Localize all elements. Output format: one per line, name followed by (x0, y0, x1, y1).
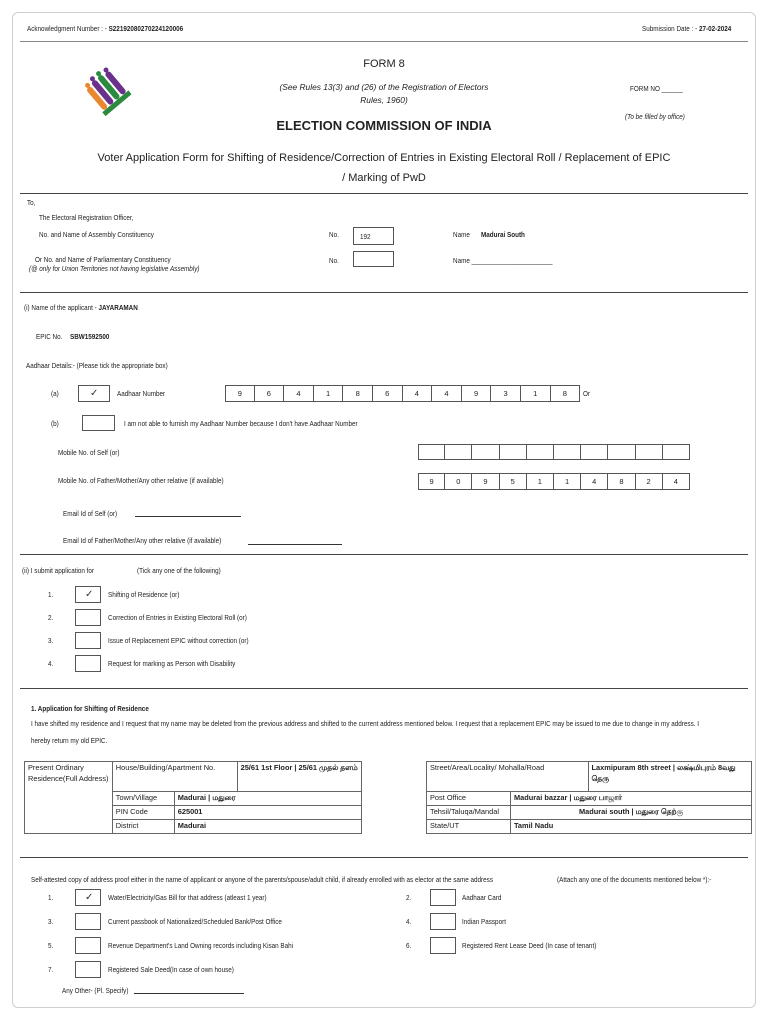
aadhaar-digit-box[interactable]: 9 (225, 385, 255, 402)
to-label: To, (27, 198, 36, 207)
mobile-self-digit-box[interactable] (527, 444, 554, 460)
house-label: House/Building/Apartment No. (112, 762, 237, 792)
tick-mark: ✓ (85, 892, 94, 903)
tehsil-value: Madurai south | மதுரை தெற்கு (510, 806, 751, 820)
mobile-self-digit-box[interactable] (636, 444, 663, 460)
option-number: 3. (48, 636, 54, 645)
option-text: Current passbook of Nationalized/Scheduled Bank/Post Office (108, 917, 282, 926)
aadhaar-digit-box[interactable]: 4 (432, 385, 462, 402)
no-aadhaar-checkbox[interactable] (82, 415, 115, 431)
street-label: Street/Area/Locality/ Mohalla/Road (427, 762, 589, 792)
town-value: Madurai | மதுரை (174, 792, 361, 806)
form-heading-1: Voter Application Form for Shifting of Residence/Correction of Entries in Existing Electoral Roll / Replacement of EPIC (97, 152, 671, 164)
option-number: 2. (48, 613, 54, 622)
shifting-heading: 1. Application for Shifting of Residence (31, 704, 149, 713)
state-label: State/UT (427, 820, 511, 834)
town-label: Town/Village (112, 792, 174, 806)
email-self-field[interactable] (135, 516, 241, 517)
option-text: Correction of Entries in Existing Electoral Roll (or) (108, 613, 247, 622)
address-table-right (426, 761, 752, 834)
submission-date: Submission Date : - 27-02-2024 (642, 24, 732, 33)
submit-label: (ii) I submit application for (22, 566, 95, 575)
option-text: Shifting of Residence (or) (108, 590, 180, 599)
ero-label: The Electoral Registration Officer, (39, 213, 134, 222)
submit-hint: (Tick any one of the following) (137, 566, 221, 575)
aadhaar-digit-box[interactable]: 4 (284, 385, 314, 402)
mobile-self-digit-box[interactable] (445, 444, 472, 460)
option-checkbox[interactable] (430, 913, 456, 930)
form-no-field: FORM NO ______ (630, 84, 683, 93)
mobile-relative-boxes[interactable] (418, 473, 690, 490)
option-checkbox[interactable] (75, 609, 101, 626)
aadhaar-digit-box[interactable]: 1 (314, 385, 344, 402)
option-checkbox[interactable] (75, 632, 101, 649)
pc-label: Or No. and Name of Parliamentary Constituency (35, 255, 171, 264)
option-number: 6. (406, 941, 412, 950)
mobile-self-digit-box[interactable] (663, 444, 690, 460)
option-checkbox[interactable] (75, 586, 101, 603)
mobile-relative-digit-box[interactable]: 4 (663, 473, 690, 490)
form-heading-2: / Marking of PwD (342, 172, 426, 184)
aadhaar-digit-box[interactable]: 3 (491, 385, 521, 402)
option-text: Water/Electricity/Gas Bill for that address (atleast 1 year) (108, 893, 267, 902)
option-text: Registered Sale Deed(In case of own house) (108, 965, 234, 974)
mobile-relative-digit-box[interactable]: 8 (608, 473, 635, 490)
ac-no-field[interactable]: 192 (353, 227, 394, 245)
shifting-para-2: hereby return my old EPIC. (31, 736, 108, 745)
mobile-relative-digit-box[interactable]: 9 (472, 473, 499, 490)
post-office-value: Madurai bazzar | மதுரை பாஜார் (510, 792, 751, 806)
mobile-relative-label: Mobile No. of Father/Mother/Any other relative (if available) (58, 476, 224, 485)
applicant-name-label: (i) Name of the applicant - JAYARAMAN (24, 303, 138, 312)
option-number: 2. (406, 893, 412, 902)
tehsil-label: Tehsil/Taluqa/Mandal (427, 806, 511, 820)
or-label: Or (583, 389, 591, 398)
other-proof-label: Any Other- (Pl. Specify) (62, 986, 129, 995)
aadhaar-number-boxes[interactable] (225, 385, 580, 402)
mobile-relative-digit-box[interactable]: 0 (445, 473, 472, 490)
other-proof-field[interactable] (134, 993, 244, 994)
mobile-relative-digit-box[interactable]: 4 (581, 473, 608, 490)
option-text: Indian Passport (462, 917, 506, 926)
post-office-label: Post Office (427, 792, 511, 806)
aadhaar-checkbox[interactable]: ✓ (78, 385, 110, 402)
mobile-relative-digit-box[interactable]: 9 (418, 473, 445, 490)
aadhaar-digit-box[interactable]: 9 (462, 385, 492, 402)
mobile-self-boxes[interactable] (418, 444, 690, 460)
option-checkbox[interactable] (75, 913, 101, 930)
mobile-self-digit-box[interactable] (500, 444, 527, 460)
ac-name-value: Madurai South (481, 230, 525, 239)
epic-label: EPIC No. (36, 332, 63, 341)
mobile-self-digit-box[interactable] (581, 444, 608, 460)
option-text: Issue of Replacement EPIC without correction (or) (108, 636, 249, 645)
mobile-relative-digit-box[interactable]: 1 (527, 473, 554, 490)
pin-label: PIN Code (112, 806, 174, 820)
option-text: Registered Rent Lease Deed (In case of tenant) (462, 941, 597, 950)
option-number: 4. (48, 659, 54, 668)
option-text: Aadhaar Card (462, 893, 502, 902)
district-value: Madurai (174, 820, 361, 834)
option-b-label: (b) (51, 419, 59, 428)
option-number: 7. (48, 965, 54, 974)
aadhaar-digit-box[interactable]: 6 (373, 385, 403, 402)
pc-note: (@ only for Union Territories not having legislative Assembly) (29, 264, 200, 273)
form-title: FORM 8 (363, 58, 405, 70)
aadhaar-digit-box[interactable]: 8 (343, 385, 373, 402)
email-relative-label: Email Id of Father/Mother/Any other relative (if available) (63, 536, 222, 545)
proof-attach-note: (Attach any one of the documents mentioned below *):- (557, 875, 712, 884)
no-aadhaar-text: I am not able to furnish my Aadhaar Number because I don't have Aadhaar Number (124, 419, 358, 428)
epic-value: SBW1592500 (70, 332, 110, 341)
option-text: Revenue Department's Land Owning records including Kisan Bahi (108, 941, 294, 950)
aadhaar-digit-box[interactable]: 1 (521, 385, 551, 402)
option-a-label: (a) (51, 389, 59, 398)
district-label: District (112, 820, 174, 834)
house-value: 25/61 1st Floor | 25/61 முதல் தளம் (237, 762, 361, 792)
street-value: Laxmipuram 8th street | லக்ஷ்மிபுரம் 8வது தெரு (588, 762, 751, 792)
email-relative-field[interactable] (248, 544, 342, 545)
address-table-left (24, 761, 362, 834)
mobile-self-digit-box[interactable] (418, 444, 445, 460)
aadhaar-digit-box[interactable]: 6 (255, 385, 285, 402)
rules-line-2: Rules, 1960) (360, 95, 408, 105)
mobile-relative-digit-box[interactable]: 2 (636, 473, 663, 490)
tick-mark: ✓ (85, 589, 94, 600)
rules-line-1: (See Rules 13(3) and (26) of the Registration of Electors (279, 82, 489, 92)
option-number: 1. (48, 893, 54, 902)
option-checkbox[interactable] (75, 937, 101, 954)
pc-no-field[interactable] (353, 251, 394, 267)
option-number: 5. (48, 941, 54, 950)
option-number: 1. (48, 590, 54, 599)
option-checkbox[interactable] (75, 655, 101, 672)
ac-no-label: No. (329, 230, 339, 239)
aadhaar-number-label: Aadhaar Number (117, 389, 166, 398)
ack-number: Acknowledgment Number : - S22192080270224120006 (27, 24, 184, 33)
state-value: Tamil Nadu (510, 820, 751, 834)
eci-logo (80, 62, 148, 122)
ac-label: No. and Name of Assembly Constituency (39, 230, 154, 239)
option-checkbox[interactable] (75, 889, 101, 906)
aadhaar-digit-box[interactable]: 4 (403, 385, 433, 402)
mobile-relative-digit-box[interactable]: 1 (554, 473, 581, 490)
option-checkbox[interactable] (430, 937, 456, 954)
option-checkbox[interactable] (75, 961, 101, 978)
mobile-relative-digit-box[interactable]: 5 (500, 473, 527, 490)
mobile-self-digit-box[interactable] (472, 444, 499, 460)
pin-value: 625001 (174, 806, 361, 820)
pc-name-label: Name _______________________ (453, 256, 553, 265)
mobile-self-digit-box[interactable] (608, 444, 635, 460)
mobile-self-digit-box[interactable] (554, 444, 581, 460)
email-self-label: Email Id of Self (or) (63, 509, 118, 518)
aadhaar-details-label: Aadhaar Details:- (Please tick the appropriate box) (26, 361, 168, 370)
mobile-self-label: Mobile No. of Self (or) (58, 448, 120, 457)
proof-intro: Self-attested copy of address proof either in the name of applicant or anyone of the parents/spouse/adult child, if already enrolled with as elector at the same address (31, 875, 493, 884)
aadhaar-digit-box[interactable]: 8 (551, 385, 581, 402)
office-note: (To be filled by office) (625, 112, 685, 121)
commission-name: ELECTION COMMISSION OF INDIA (276, 118, 492, 133)
present-residence-label: Present Ordinary Residence(Full Address) (25, 762, 113, 834)
option-number: 3. (48, 917, 54, 926)
shifting-para-1: I have shifted my residence and I request that my name may be deleted from the previous address and shifted to the current address mentioned below. I request that a replacement EPIC may be issued to me due to change in my address. I (31, 719, 700, 728)
ac-name-label: Name (453, 230, 470, 239)
option-number: 4. (406, 917, 412, 926)
pc-no-label: No. (329, 256, 339, 265)
option-checkbox[interactable] (430, 889, 456, 906)
option-text: Request for marking as Person with Disability (108, 659, 236, 668)
